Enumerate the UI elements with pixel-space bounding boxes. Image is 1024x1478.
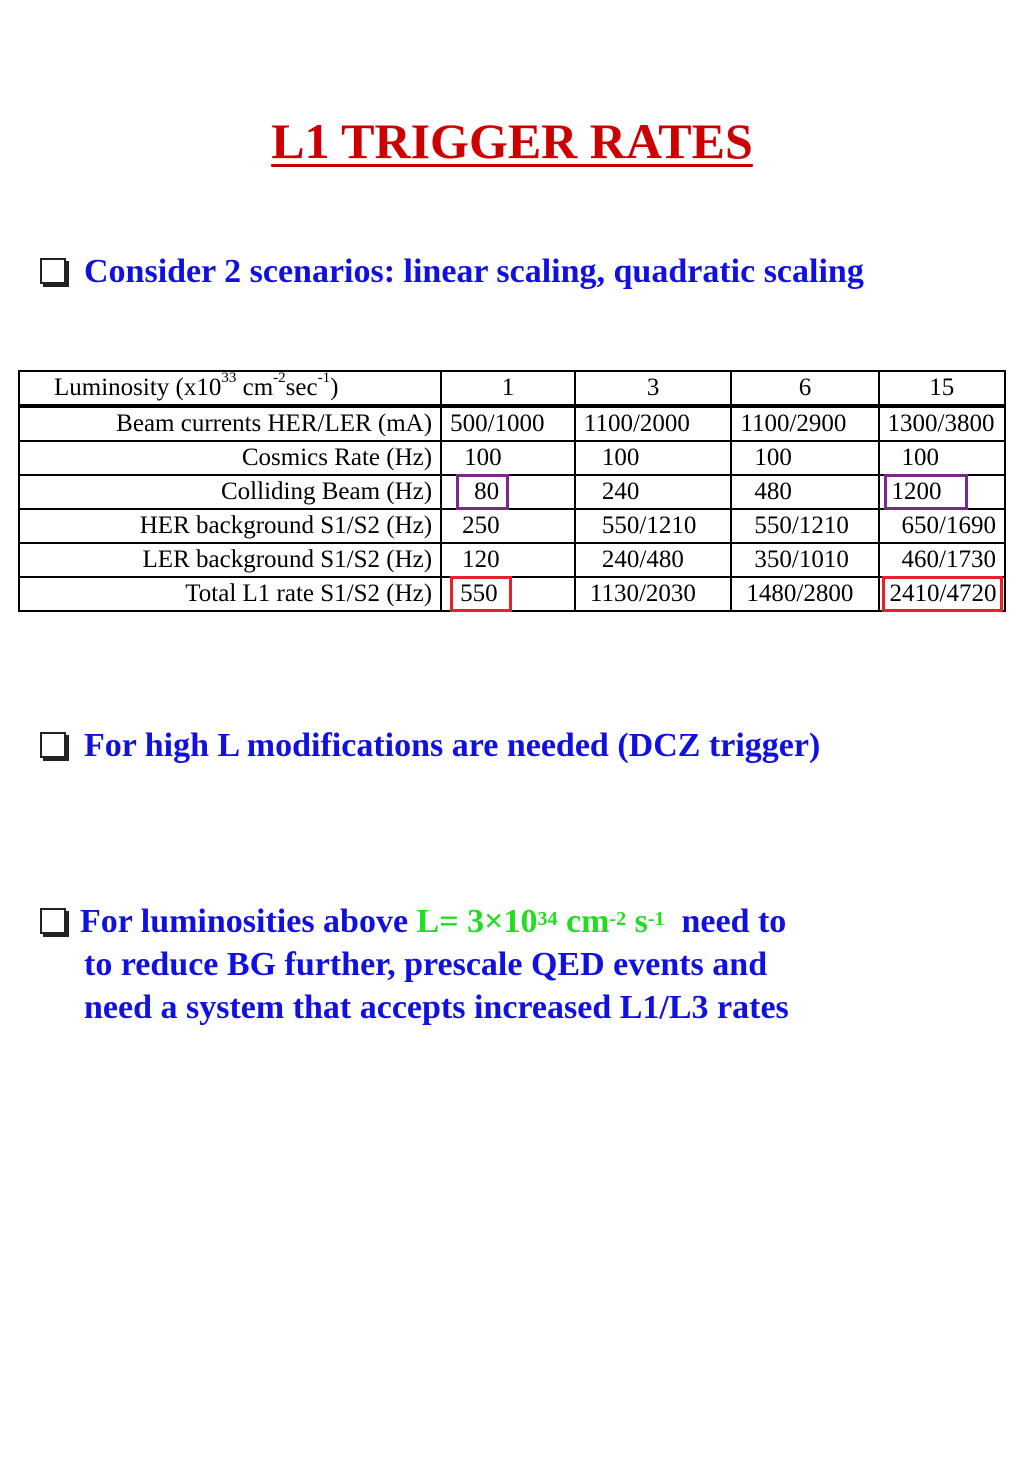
column-header: 1 — [441, 371, 575, 406]
table-row — [19, 475, 1005, 509]
table-cell: 100 — [575, 441, 732, 475]
table-cell — [441, 577, 575, 611]
row-label: HER background S1/S2 (Hz) — [19, 509, 441, 543]
checkbox-bullet-icon — [40, 908, 66, 934]
formula-cm: cm — [557, 903, 610, 940]
luminosity-label: Luminosity (x10 — [54, 374, 222, 401]
row-label: Cosmics Rate (Hz) — [19, 441, 441, 475]
highlight-box-purple: 1200 — [888, 478, 964, 506]
table-cell: 500/1000 — [441, 406, 575, 441]
table-cell — [441, 475, 575, 509]
column-header: 6 — [731, 371, 878, 406]
bullet-luminosities — [40, 900, 789, 1029]
bullet-luminosities-pre: For luminosities above — [80, 903, 417, 940]
table-header-row — [19, 371, 1005, 406]
trigger-rates-table — [18, 370, 1006, 612]
column-header: 3 — [575, 371, 732, 406]
luminosity-exp-33: 33 — [221, 370, 237, 386]
page-title-text: L1 TRIGGER RATES — [271, 113, 753, 169]
luminosity-label-close: ) — [330, 374, 339, 401]
formula-base: L= 3×10 — [416, 903, 538, 940]
table-cell: 100 — [441, 441, 575, 475]
luminosity-header — [19, 371, 441, 406]
page-title — [0, 112, 1024, 170]
checkbox-bullet-icon — [40, 258, 66, 284]
row-label: Colliding Beam (Hz) — [19, 475, 441, 509]
table-cell: 350/1010 — [731, 543, 878, 577]
highlight-box-red: 550 — [454, 580, 508, 608]
table-cell: 1100/2900 — [731, 406, 878, 441]
bullet-high-l — [40, 724, 820, 767]
bullet-luminosities-line1 — [40, 900, 789, 943]
bullet-luminosities-post: need to — [664, 903, 787, 940]
table-cell: 1130/2030 — [575, 577, 732, 611]
table-row — [19, 577, 1005, 611]
table-cell: 100 — [879, 441, 1005, 475]
luminosity-unit-cm: cm — [236, 374, 274, 401]
highlight-box-red: 2410/4720 — [886, 580, 999, 608]
table-cell: 1300/3800 — [879, 406, 1005, 441]
table-row — [19, 509, 1005, 543]
column-header: 15 — [879, 371, 1005, 406]
luminosity-formula — [417, 903, 665, 940]
highlight-box-purple: 80 — [460, 478, 505, 506]
bullet-luminosities-line3: need a system that accepts increased L1/L3 rates — [84, 989, 789, 1026]
bullet-luminosities-line2: to reduce BG further, prescale QED events and — [84, 946, 768, 983]
bullet-high-l-text: For high L modifications are needed (DCZ trigger) — [84, 727, 821, 764]
formula-s-exp: -1 — [647, 908, 665, 930]
luminosity-exp-cm: -2 — [273, 370, 286, 386]
row-label: Total L1 rate S1/S2 (Hz) — [19, 577, 441, 611]
bullet-scenarios — [40, 250, 864, 293]
luminosity-unit-sec: sec — [285, 374, 318, 401]
table-row — [19, 441, 1005, 475]
table-cell: 550/1210 — [731, 509, 878, 543]
table-cell: 460/1730 — [879, 543, 1005, 577]
bullet-scenarios-text: Consider 2 scenarios: linear scaling, quadratic scaling — [84, 253, 864, 290]
formula-s: s — [626, 903, 648, 940]
table-cell: 240 — [575, 475, 732, 509]
luminosity-exp-sec: -1 — [317, 370, 331, 386]
formula-cm-exp: -2 — [609, 908, 627, 930]
table-cell: 1100/2000 — [575, 406, 732, 441]
table-cell: 250 — [441, 509, 575, 543]
table-cell: 550/1210 — [575, 509, 732, 543]
row-label: LER background S1/S2 (Hz) — [19, 543, 441, 577]
table-cell — [879, 577, 1005, 611]
table-row — [19, 543, 1005, 577]
table-cell: 650/1690 — [879, 509, 1005, 543]
table-cell: 1480/2800 — [731, 577, 878, 611]
table-cell: 480 — [731, 475, 878, 509]
table-cell: 120 — [441, 543, 575, 577]
row-label: Beam currents HER/LER (mA) — [19, 406, 441, 441]
formula-exp: 34 — [537, 908, 558, 930]
table-cell — [879, 475, 1005, 509]
checkbox-bullet-icon — [40, 732, 66, 758]
table-cell: 240/480 — [575, 543, 732, 577]
table-cell: 100 — [731, 441, 878, 475]
table-row — [19, 406, 1005, 441]
